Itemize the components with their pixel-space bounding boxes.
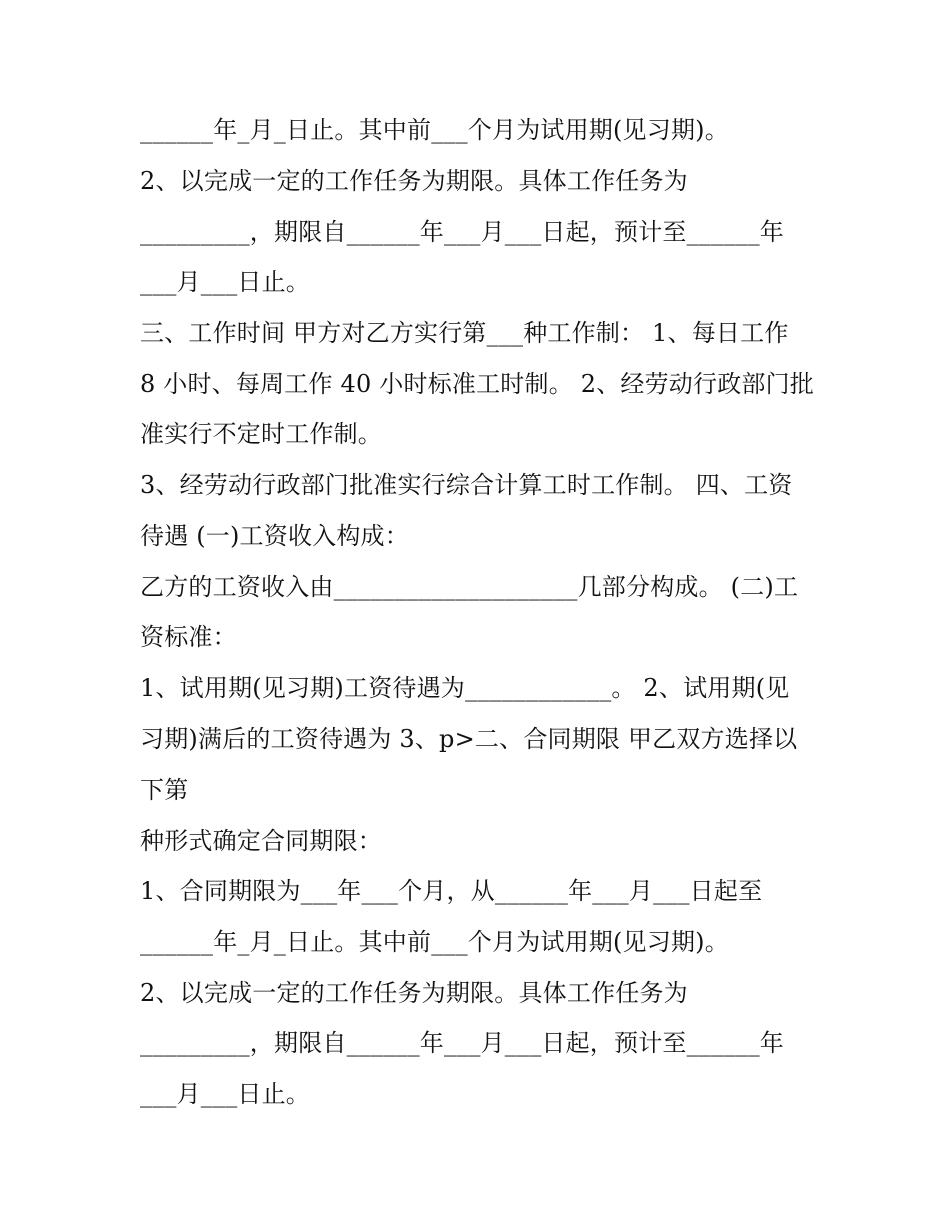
text-line-7: 准实行不定时工作制。 [140, 420, 382, 448]
text-line-4: ___月___日止。 [140, 268, 310, 296]
text-line-20: ___月___日止。 [140, 1080, 310, 1108]
text-line-5: 三、工作时间 甲方对乙方实行第___种工作制： 1、每日工作 [140, 319, 789, 347]
text-line-14: 下第 [140, 776, 189, 804]
text-line-16: 1、合同期限为___年___个月，从______年___月___日起至 [140, 877, 763, 905]
text-line-18: 2、以完成一定的工作任务为期限。具体工作任务为 [140, 979, 688, 1007]
text-line-8: 3、经劳动行政部门批准实行综合计算工时工作制。 四、工资 [140, 471, 793, 499]
text-line-12: 1、试用期(见习期)工资待遇为____________。 2、试用期(见 [140, 674, 790, 702]
text-line-17: ______年_月_日止。其中前___个月为试用期(见习期)。 [140, 928, 729, 956]
text-line-2: 2、以完成一定的工作任务为期限。具体工作任务为 [140, 167, 688, 195]
text-line-15: 种形式确定合同期限： [140, 827, 382, 855]
text-line-19: _________，期限自______年___月___日起，预计至______年 [140, 1029, 784, 1057]
text-line-13: 习期)满后的工资待遇为 3、p>二、合同期限 甲乙双方选择以 [140, 725, 798, 753]
text-line-3: _________，期限自______年___月___日起，预计至______年 [140, 218, 784, 246]
text-line-10: 乙方的工资收入由____________________几部分构成。 (二)工 [140, 573, 799, 601]
text-line-6: 8 小时、每周工作 40 小时标准工时制。 2、经劳动行政部门批 [140, 370, 814, 398]
text-line-1: ______年_月_日止。其中前___个月为试用期(见习期)。 [140, 116, 729, 144]
text-line-11: 资标准： [140, 623, 237, 651]
text-line-9: 待遇 (一)工资收入构成： [140, 522, 409, 550]
